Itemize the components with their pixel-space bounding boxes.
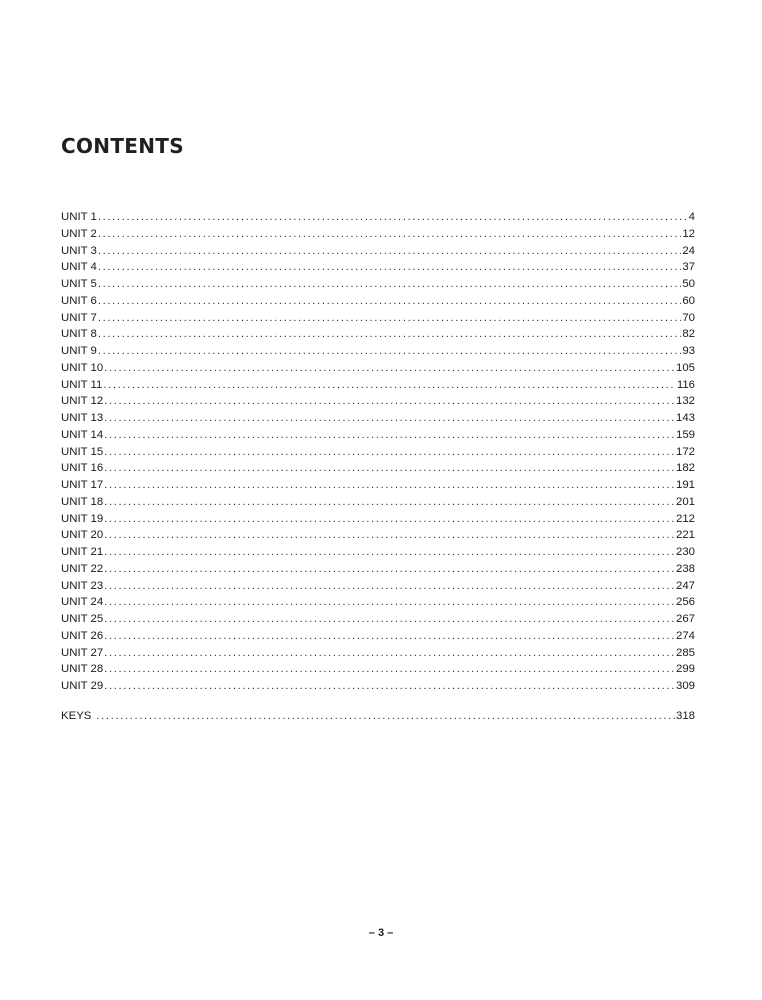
toc-entry[interactable] [61,377,695,394]
toc-entry-label: UNIT 26 [61,629,104,642]
toc-entry-page: 238 [675,562,695,575]
toc-entry[interactable] [61,611,695,628]
toc-entry-label: UNIT 6 [61,294,97,307]
toc-entry-page: 132 [675,395,695,408]
dot-leader [98,343,681,360]
table-of-contents [61,209,695,695]
dot-leader [104,611,675,628]
dot-leader [98,226,681,243]
toc-entry-page: 230 [675,546,695,558]
toc-entry-label: UNIT 2 [61,227,97,240]
dot-leader [104,561,675,578]
toc-entry-page: 201 [675,495,695,508]
toc-entry-label: UNIT 11 [61,378,103,391]
toc-entry-label: UNIT 25 [61,613,104,625]
toc-entry-page: 82 [682,328,695,341]
toc-entry-label: UNIT 17 [61,479,104,491]
dot-leader [104,511,675,528]
toc-entry-page: 105 [675,361,695,374]
toc-entry-label: UNIT 22 [61,562,104,575]
toc-entry-label: UNIT 27 [61,646,104,659]
dot-leader [98,326,681,343]
toc-entry[interactable] [61,276,695,293]
toc-entry-label: UNIT 29 [61,680,104,692]
dot-leader [96,708,675,725]
toc-entry-page: 116 [676,378,695,391]
toc-entry-label: UNIT 10 [61,361,104,374]
toc-entry-label: UNIT 9 [61,345,97,357]
dot-leader [104,410,675,427]
toc-entry[interactable] [61,226,695,243]
toc-entry-label: UNIT 14 [61,428,104,441]
toc-entry-page: 191 [675,479,695,491]
toc-entry-label: UNIT 13 [61,412,104,424]
toc-entry[interactable] [61,310,695,327]
dot-leader [104,393,675,410]
toc-entry-label: UNIT 24 [61,596,104,609]
toc-entry-label: UNIT 16 [61,462,104,475]
toc-entry-page: 60 [682,294,695,307]
toc-entry-label: UNIT 18 [61,495,104,508]
toc-entry-page: 299 [675,663,695,676]
toc-entry-label: UNIT 1 [61,211,97,223]
toc-entry-page: 247 [675,579,695,592]
dot-leader [104,628,675,645]
dot-leader [104,427,675,444]
toc-entry[interactable] [61,460,695,477]
dot-leader [98,293,681,310]
dot-leader [104,460,675,477]
toc-entry-label: UNIT 19 [61,512,104,525]
toc-entry[interactable] [61,661,695,678]
dot-leader [104,578,675,595]
toc-entry[interactable] [61,678,695,695]
toc-entry-page: 50 [682,278,695,290]
toc-entry-page: 182 [675,462,695,475]
toc-entry-label: UNIT 12 [61,395,104,408]
toc-entry[interactable] [61,494,695,511]
toc-entry-page: 212 [675,512,695,525]
toc-entry[interactable] [61,360,695,377]
dot-leader [98,259,681,276]
toc-entry[interactable] [61,326,695,343]
toc-entry[interactable] [61,578,695,595]
toc-entry[interactable] [61,209,695,226]
toc-entry[interactable] [61,594,695,611]
toc-entry-page: 93 [682,345,695,357]
toc-entry-page: 24 [682,244,695,257]
toc-entry[interactable] [61,427,695,444]
toc-entry-page: 37 [682,261,695,274]
toc-entry-label: UNIT 5 [61,278,97,290]
toc-entry[interactable] [61,343,695,360]
toc-entry-label: UNIT 20 [61,529,104,542]
dot-leader [104,444,675,461]
toc-entry-label: UNIT 23 [61,579,104,592]
toc-entry[interactable] [61,511,695,528]
toc-entry[interactable] [61,645,695,662]
dot-leader [104,645,675,662]
toc-entry-keys[interactable] [61,708,695,725]
dot-leader [104,661,675,678]
toc-entry-page: 221 [675,529,695,542]
toc-entry[interactable] [61,444,695,461]
page-number: – 3 – [368,927,394,939]
toc-entry-label: UNIT 15 [61,445,104,458]
toc-entry-page: 70 [682,311,695,324]
page-title: CONTENTS [61,134,184,158]
toc-entry[interactable] [61,527,695,544]
dot-leader [104,477,675,494]
toc-entry-page: 256 [675,596,695,609]
toc-entry-page: 159 [675,428,695,441]
toc-entry-page: 309 [675,680,695,692]
toc-entry-page: 267 [675,613,695,625]
toc-entry[interactable] [61,243,695,260]
toc-entry-label: UNIT 28 [61,663,104,676]
toc-entry[interactable] [61,628,695,645]
dot-leader [103,377,675,394]
dot-leader [104,494,675,511]
toc-entry-page: 285 [675,646,695,659]
toc-entry-page: 318 [675,710,695,722]
toc-entry-label: UNIT 3 [61,244,97,257]
dot-leader [104,544,675,561]
dot-leader [104,527,675,544]
dot-leader [98,209,688,226]
toc-entry[interactable] [61,393,695,410]
toc-entry[interactable] [61,561,695,578]
toc-entry[interactable] [61,544,695,561]
toc-entry-page: 12 [682,227,695,240]
dot-leader [98,243,681,260]
toc-entry-page: 143 [675,412,695,424]
toc-entry-label: UNIT 8 [61,328,97,341]
toc-entry-label: UNIT 4 [61,261,97,274]
dot-leader [104,594,675,611]
toc-entry-label: UNIT 7 [61,311,97,324]
toc-entry-label: KEYS [61,710,92,722]
toc-entry[interactable] [61,410,695,427]
toc-entry[interactable] [61,477,695,494]
dot-leader [98,310,681,327]
dot-leader [104,678,675,695]
toc-entry[interactable] [61,259,695,276]
toc-entry[interactable] [61,293,695,310]
toc-entry-page: 4 [688,211,695,223]
toc-entry-page: 274 [675,629,695,642]
dot-leader [98,276,681,293]
toc-entry-page: 172 [675,445,695,458]
dot-leader [104,360,675,377]
toc-entry-label: UNIT 21 [61,546,104,558]
